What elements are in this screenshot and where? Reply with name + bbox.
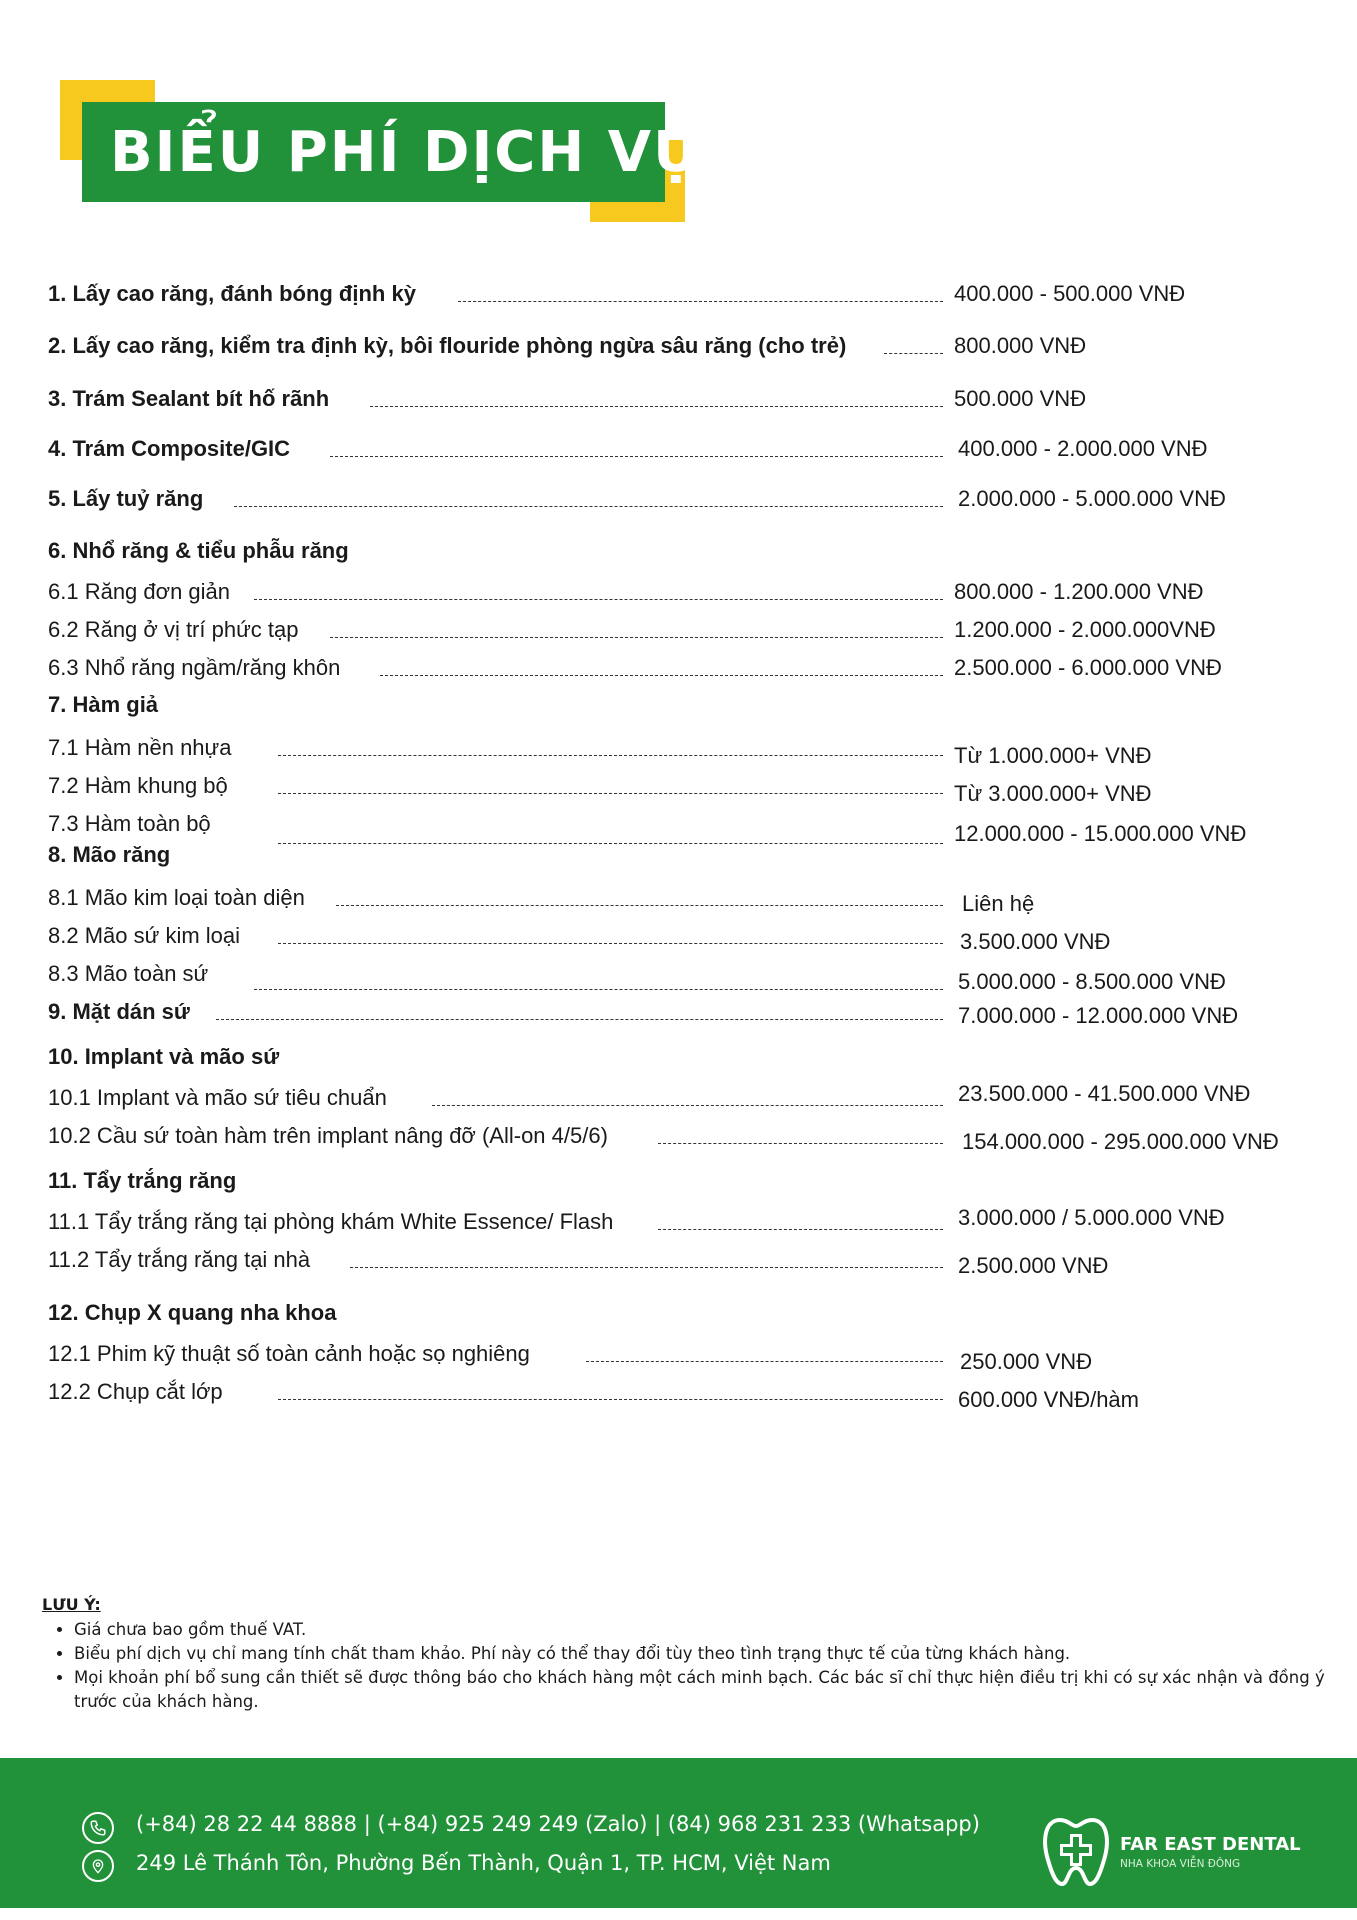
footer-phones: (+84) 28 22 44 8888 | (+84) 925 249 249 (Zalo) | (84) 968 231 233 (Whatsapp) [136,1812,980,1836]
page-title: BIỂU PHÍ DỊCH VỤ [110,119,701,185]
service-price: 400.000 - 500.000 VNĐ [954,281,1186,306]
service-price: 1.200.000 - 2.000.000VNĐ [954,617,1216,642]
dotted-leader [330,456,943,457]
price-row [48,481,1348,513]
service-price: 7.000.000 - 12.000.000 VNĐ [958,1003,1239,1028]
service-label: 7.3 Hàm toàn bộ [48,811,211,836]
price-row [48,1080,1348,1112]
service-label: 6.3 Nhổ răng ngầm/răng khôn [48,655,341,680]
note-item: • Giá chưa bao gồm thuế VAT. [74,1618,1332,1642]
price-row [48,1242,1348,1278]
service-label: 9. Mặt dán sứ [48,999,190,1024]
service-price: 800.000 - 1.200.000 VNĐ [954,579,1204,604]
service-label: 11.2 Tẩy trắng răng tại nhà [48,1247,311,1272]
dotted-leader [586,1361,943,1362]
service-label: 6.2 Răng ở vị trí phức tạp [48,617,299,642]
phone-icon [82,1812,114,1844]
section-heading: 10. Implant và mão sứ [48,1044,280,1069]
service-price: 2.500.000 VNĐ [958,1253,1109,1278]
price-row [48,880,1348,916]
price-row [48,574,1348,606]
dotted-leader [658,1143,943,1144]
price-row [48,956,1348,994]
note-item: • Biểu phí dịch vụ chỉ mang tính chất tham khảo. Phí này có thể thay đổi tùy theo tình trạng thực tế của từng khách hàng. [74,1642,1332,1666]
dotted-leader [884,353,943,354]
dotted-leader [278,943,943,944]
service-label: 4. Trám Composite/GIC [48,436,291,461]
section-heading: 8. Mão răng [48,842,171,867]
service-label: 3. Trám Sealant bít hố rãnh [48,386,330,411]
service-label: 1. Lấy cao răng, đánh bóng định kỳ [48,281,416,306]
price-row [48,1118,1348,1154]
price-row [48,1204,1348,1236]
price-row [48,612,1348,644]
service-price: 500.000 VNĐ [954,386,1087,411]
service-label: 2. Lấy cao răng, kiểm tra định kỳ, bôi flouride phòng ngừa sâu răng (cho trẻ) [48,333,847,358]
dotted-leader [278,1399,943,1400]
service-price: 23.500.000 - 41.500.000 VNĐ [958,1081,1251,1106]
service-price: 800.000 VNĐ [954,333,1087,358]
service-label: 11.1 Tẩy trắng răng tại phòng khám White Essence/ Flash [48,1209,614,1234]
dotted-leader [278,755,943,756]
note-item: • Mọi khoản phí bổ sung cần thiết sẽ được thông báo cho khách hàng một cách minh bạch. Các bác sĩ chỉ thực hiện điều trị khi có sự xác nhận và đồng ý trước của khách hàng. [74,1666,1332,1714]
price-row [48,276,1348,308]
notes-list [42,1618,1332,1714]
service-price: 2.500.000 - 6.000.000 VNĐ [954,655,1222,680]
service-price: 12.000.000 - 15.000.000 VNĐ [954,821,1247,846]
section-heading: 7. Hàm giả [48,692,159,717]
dotted-leader [278,793,943,794]
service-price: 2.000.000 - 5.000.000 VNĐ [958,486,1226,511]
price-row [48,768,1348,806]
service-price: 600.000 VNĐ/hàm [958,1387,1139,1412]
service-label: 5. Lấy tuỷ răng [48,486,204,511]
price-row [48,918,1348,954]
brand-name: FAR EAST DENTAL [1120,1834,1301,1855]
dotted-leader [330,637,943,638]
dotted-leader [278,843,943,844]
price-row [48,1336,1348,1374]
service-price: Từ 3.000.000+ VNĐ [954,781,1152,806]
service-label: 7.2 Hàm khung bộ [48,773,228,798]
far-east-dental-logo-icon [1040,1810,1112,1890]
price-row [48,650,1348,682]
dotted-leader [216,1019,943,1020]
service-label: 6.1 Răng đơn giản [48,579,231,604]
service-label: 8.2 Mão sứ kim loại [48,923,241,948]
price-row [48,328,1348,360]
dotted-leader [254,599,943,600]
service-price: Từ 1.000.000+ VNĐ [954,743,1152,768]
service-price: 3.000.000 / 5.000.000 VNĐ [958,1205,1225,1230]
price-row [48,1374,1348,1412]
service-price: 3.500.000 VNĐ [960,929,1111,954]
dotted-leader [458,301,943,302]
dotted-leader [432,1105,943,1106]
service-label: 8.1 Mão kim loại toàn diện [48,885,305,910]
brand-subtitle: NHA KHOA VIỄN ĐÔNG [1120,1858,1241,1870]
service-price: 5.000.000 - 8.500.000 VNĐ [958,969,1226,994]
service-label: 12.2 Chụp cắt lớp [48,1379,223,1404]
notes-section [42,1595,1332,1714]
dotted-leader [254,989,943,990]
price-row [48,730,1348,768]
service-label: 8.3 Mão toàn sứ [48,961,209,986]
section-heading: 12. Chụp X quang nha khoa [48,1300,337,1325]
service-price: 400.000 - 2.000.000 VNĐ [958,436,1208,461]
dotted-leader [336,905,943,906]
dotted-leader [658,1229,943,1230]
price-row [48,806,1348,846]
price-row [48,381,1348,413]
location-pin-icon [82,1850,114,1882]
price-row [48,994,1348,1026]
service-label: 10.1 Implant và mão sứ tiêu chuẩn [48,1085,387,1110]
service-price: 154.000.000 - 295.000.000 VNĐ [962,1129,1279,1154]
section-heading: 11. Tẩy trắng răng [48,1168,237,1193]
notes-title: LƯU Ý: [42,1595,101,1614]
dotted-leader [380,675,943,676]
service-label: 7.1 Hàm nền nhựa [48,735,232,760]
section-heading: 6. Nhổ răng & tiểu phẫu răng [48,538,349,563]
service-price: Liên hệ [962,891,1035,916]
service-label: 10.2 Cầu sứ toàn hàm trên implant nâng đỡ (All-on 4/5/6) [48,1123,608,1148]
price-row [48,431,1348,463]
title-banner [82,102,701,202]
service-price: 250.000 VNĐ [960,1349,1093,1374]
dotted-leader [370,406,943,407]
service-label: 12.1 Phim kỹ thuật số toàn cảnh hoặc sọ nghiêng [48,1341,530,1366]
title-block [60,80,701,225]
footer-address: 249 Lê Thánh Tôn, Phường Bến Thành, Quận 1, TP. HCM, Việt Nam [136,1851,831,1875]
dotted-leader [234,506,943,507]
dotted-leader [350,1267,943,1268]
